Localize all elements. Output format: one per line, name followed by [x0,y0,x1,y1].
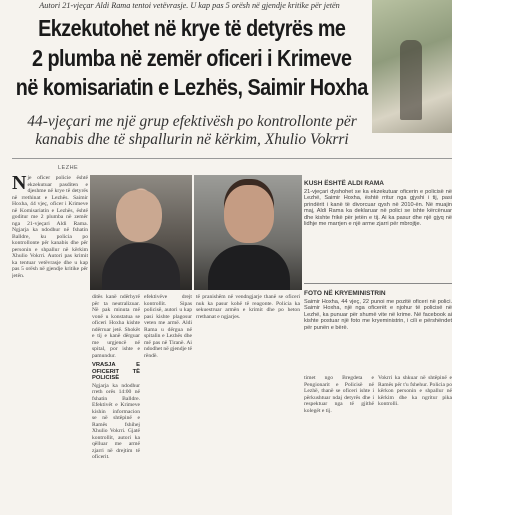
headline [12,14,371,103]
column-2-text: ditës kanë ndërhyrë për ta neutralizuar. Në pak minuta më vonë u konstatua se oficeri Hoxha kishte ndërruar jetë. Shokët e tij e kanë dërguar me urgjencë në spital, por ishte e pamundur. [92,294,140,359]
column-4 [196,294,300,515]
column-3-text: efektivëve drejt kontrollit. Sipas policisë, autori u kap pasi kishte plagosur veten me armë. Aldi Rama u dërgua në spitalin e Lezhës dhe më pas në Tiranë. Ai ndodhet në gjendje të rëndë. [144,294,192,359]
scene-photo [372,0,452,133]
victim-photo [90,175,192,290]
suspect-photo [194,175,302,290]
drop-cap: N [12,175,27,194]
kicker: Autori 21-vjeçar Aldi Rama tentoi vetëvrasje. U kap pas 5 orësh në gjendje kritike për jetën [39,1,340,10]
sidebar-box-2 [304,290,452,331]
column-4-text: të pranishëm në vendngjarje thanë se oficeri nuk ka pasur kohë të reagonte. Policia ka sekuestruar armën e krimit dhe po heton rrethanat e ngjarjes. [196,294,300,320]
column-2-subhead: VRASJA E OFICERIT TË POLICISË [92,362,140,381]
headline-line-2: 2 plumba në zemër oficeri i Krimeve [32,44,352,71]
column-3 [144,294,192,515]
box-divider [304,283,452,284]
column-6-text: Vokrri ka shkuar në shtëpinë e Ramës për t'u fshehur. Policia po kërkon personin e shpallur në kërkim dhe ka ngritur pika kontrolli. [378,375,452,407]
subheadline: 44-vjeçari me një grup efektivësh po kontrollonte për kanabis dhe të shpallurin në kërkim, Xhulio Vokrri [27,113,357,148]
column-5 [304,375,374,515]
headline-line-1: Ekzekutohet në krye të detyrës me [38,15,346,41]
column-1 [12,175,88,515]
divider [12,158,452,159]
column-2-text-2: Ngjarja ka ndodhur rreth orës 14:00 në fshatin Balldre. Efektivët e Krimeve kishin informacion se në shtëpinë e Ramës fshihej Xhulio Vokrri. Gjatë kontrollit, autori ka qëlluar me armë zjarri në drejtim të oficerit. [92,382,140,460]
column-5-text: timet ngo Bregdeta e Pengionarit e Policisë në Lezhë, thanë se oficeri ishte i përkushtuar ndaj detyrës dhe i respektuar nga të gjithë kolegët e tij. [304,375,374,414]
box-1-title: KUSH ËSHTË ALDI RAMA [304,180,384,187]
byline: LEZHE [58,165,79,171]
box-2-title: FOTO NË KRYEMINISTRIN [304,290,386,297]
box-1-text: 21-vjeçari dyshohet se ka ekzekutuar oficerin e policisë në Lezhë, Saimir Hoxha, është rritur nga gjyshi i tij, pasi prindërit i kanë të divorcuar qysh në 2010-ën. Në muajin maj, Aldi Rama ka deklaruar në polici se ishte kërcënuar dhe kishte frikë për jetën e tij. Ai ka pasur dhe një gjyq në lidhje me marrjen e një arme zjarri për mbrojtje. [304,189,452,228]
column-2 [92,294,140,515]
column-1-text: je oficer policie është ekzekutuar pasditen e djeshme në krye të detyrës në rrethinat e Lezhës. Saimir Hoxha, 44 vjeç, oficer i Krimeve në Komisariatin e Lezhës, është goditur me 2 plumba në zemër nga 21-vjeçari Aldi Rama. Ngjarja ka ndodhur në fshatin Balldre, ku policia po kontrollonte për kanabis dhe për personin e shpallur në kërkim Xhulio Vokrri. Autori pas krimit ka tentuar vetëvrasje dhe u kap pas 5 orësh në gjendje kritike për jetën. [12,175,88,279]
column-6 [378,375,452,515]
page-margin [452,0,505,515]
headline-line-3: në komisariatin e Lezhës, Saimir Hoxha [15,74,368,100]
sidebar-box-1 [304,180,452,227]
box-2-text: Saimir Hoxha, 44 vjeç, 22 punoi me pozitë oficeri në polici. Saimir Hoxha, një nga oficerët e njohur të policisë në Lezhë, ka punuar për shumë vite në krime. Në facebook ai kishte postuar një foto me kryeministrin, i cili e përshëndet për punën e bërë. [304,299,452,331]
